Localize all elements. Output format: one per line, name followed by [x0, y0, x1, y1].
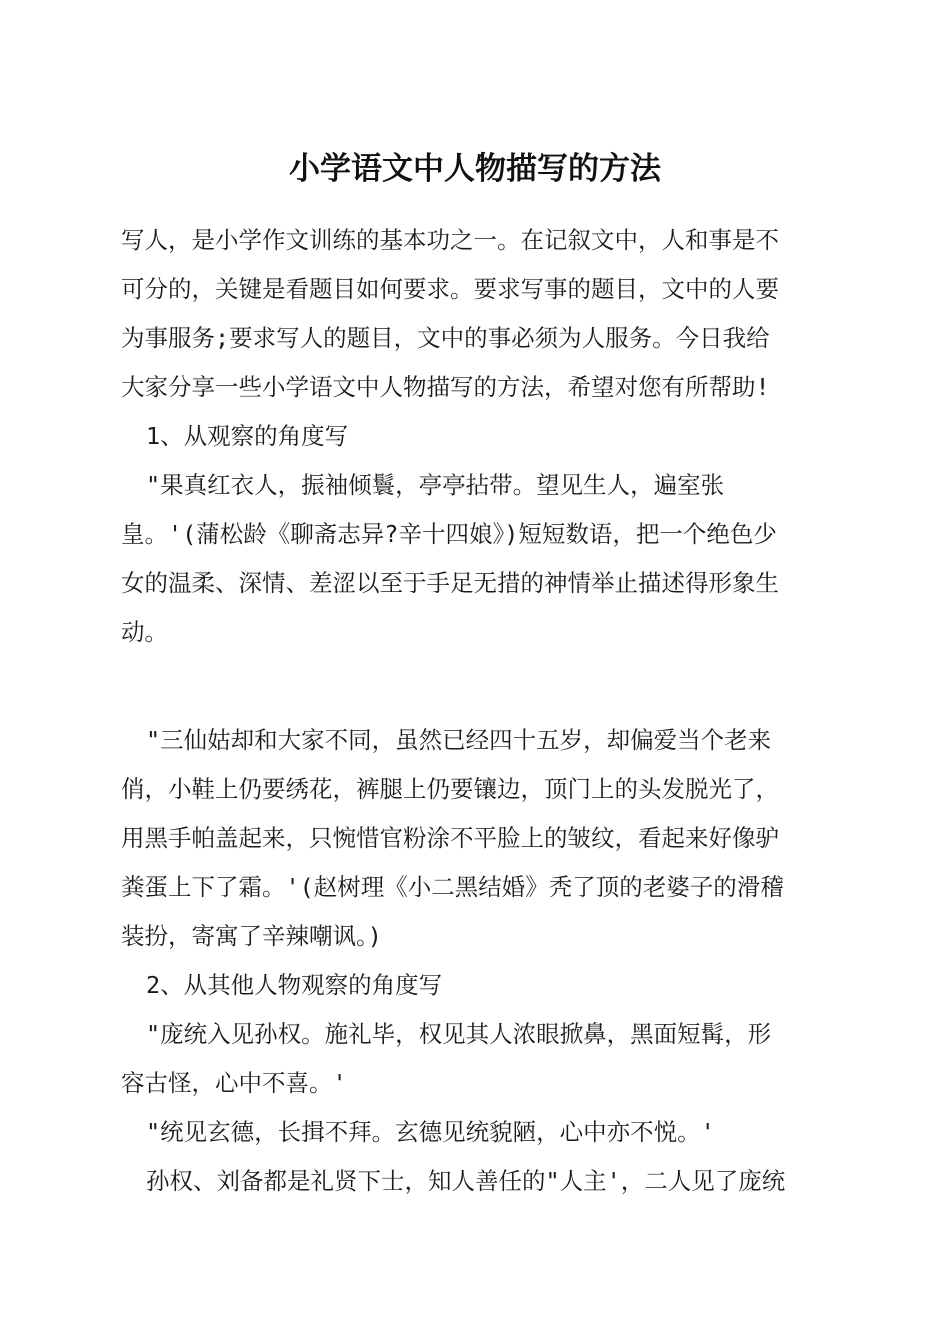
paragraph-line: 用黑手帕盖起来，只惋惜官粉涂不平脸上的皱纹，看起来好像驴 [121, 824, 779, 852]
paragraph-line: 容古怪，心中不喜。' [121, 1069, 347, 1097]
paragraph-line: 写人，是小学作文训练的基本功之一。在记叙文中，人和事是不 [121, 226, 779, 254]
paragraph-line: 大家分享一些小学语文中人物描写的方法，希望对您有所帮助! [121, 373, 770, 401]
section-heading: 2、从其他人物观察的角度写 [146, 971, 443, 999]
paragraph-line: 俏，小鞋上仍要绣花，裤腿上仍要镶边，顶门上的头发脱光了， [121, 775, 779, 803]
paragraph-line: 动。 [121, 618, 168, 646]
paragraph-line: "果真红衣人，振袖倾鬟，亭亭拈带。望见生人，遍室张 [146, 471, 725, 499]
page-title: 小学语文中人物描写的方法 [289, 151, 661, 187]
paragraph-line: 粪蛋上下了霜。'(赵树理《小二黑结婚》秃了顶的老婆子的滑稽 [121, 873, 784, 901]
paragraph-line: 女的温柔、深情、差涩以至于手足无措的神情举止描述得形象生 [121, 569, 779, 597]
paragraph-line: 孙权、刘备都是礼贤下士，知人善任的"人主'，二人见了庞统 [146, 1167, 786, 1195]
paragraph-line: "统见玄德，长揖不拜。玄德见统貌陋，心中亦不悦。' [146, 1118, 715, 1146]
paragraph-line: 为事服务;要求写人的题目，文中的事必须为人服务。今日我给 [121, 324, 770, 352]
paragraph-line: "三仙姑却和大家不同，虽然已经四十五岁，却偏爱当个老来 [146, 726, 772, 754]
paragraph-line: "庞统入见孙权。施礼毕，权见其人浓眼掀鼻，黑面短髯，形 [146, 1020, 772, 1048]
paragraph-line: 装扮，寄寓了辛辣嘲讽。) [121, 922, 382, 950]
paragraph-line: 可分的，关键是看题目如何要求。要求写事的题目，文中的人要 [121, 275, 779, 303]
paragraph-line: 皇。'(蒲松龄《聊斋志异?辛十四娘》)短短数语，把一个绝色少 [121, 520, 777, 548]
section-heading: 1、从观察的角度写 [146, 422, 349, 450]
